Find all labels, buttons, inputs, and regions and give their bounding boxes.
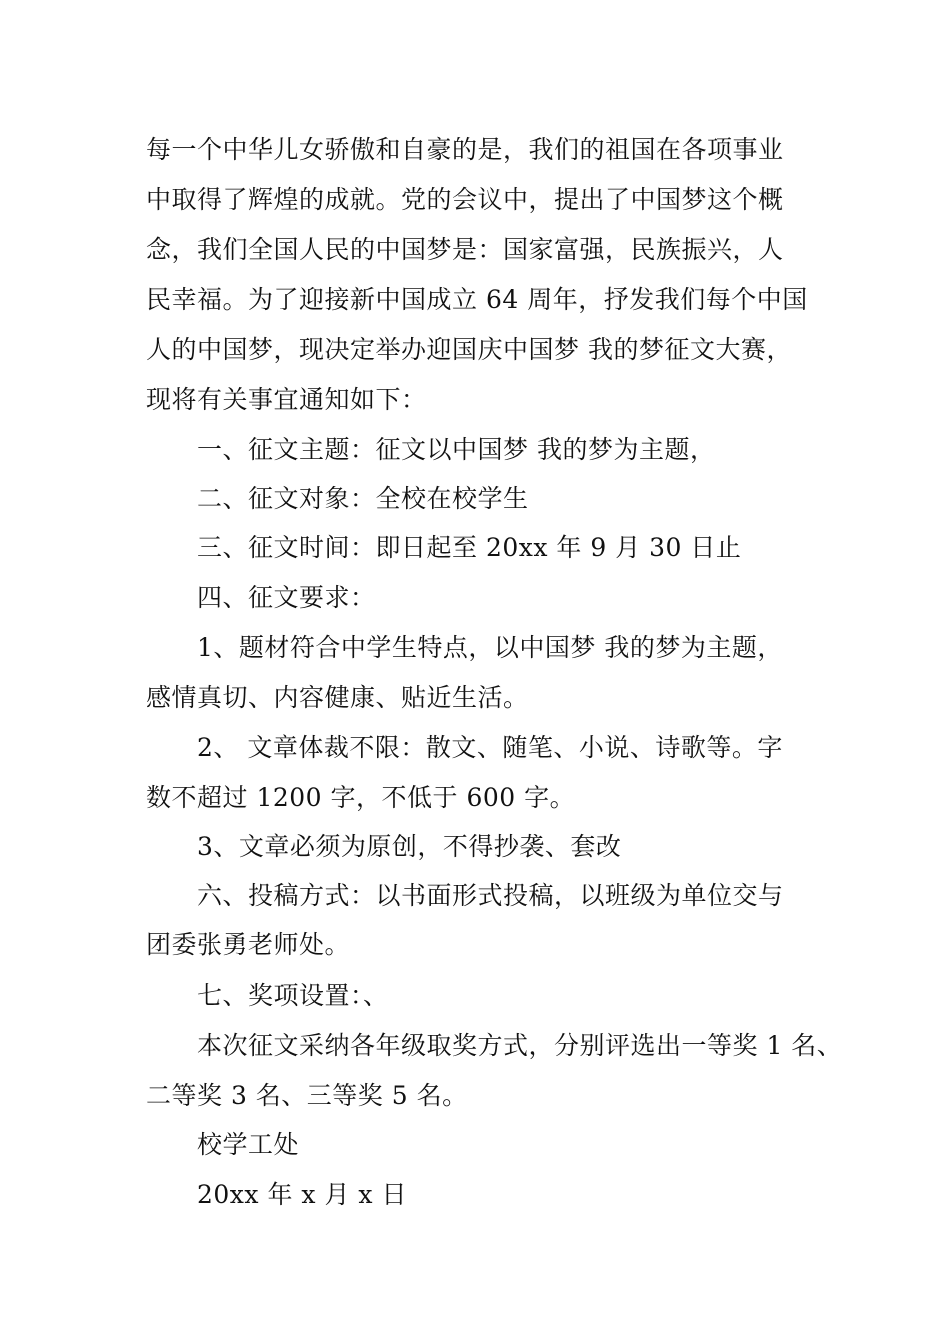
requirement-2: 2、 文章体裁不限：散文、随笔、小说、诗歌等。字 xyxy=(197,733,783,762)
section-awards: 七、奖项设置：、 xyxy=(197,981,389,1010)
requirement-1: 1、题材符合中学生特点，以中国梦 我的梦为主题， xyxy=(197,633,783,662)
paragraph-line: 每一个中华儿女骄傲和自豪的是，我们的祖国在各项事业 xyxy=(146,135,784,164)
requirement-1-cont: 感情真切、内容健康、贴近生活。 xyxy=(146,683,529,712)
section-submission: 六、投稿方式：以书面形式投稿，以班级为单位交与 xyxy=(197,881,784,910)
awards-detail-cont: 二等奖 3 名、三等奖 5 名。 xyxy=(146,1081,468,1110)
requirement-2-cont: 数不超过 1200 字，不低于 600 字。 xyxy=(146,783,576,812)
issue-date: 20xx 年 x 月 x 日 xyxy=(197,1180,407,1209)
paragraph-line: 民幸福。为了迎接新中国成立 64 周年，抒发我们每个中国 xyxy=(146,285,808,314)
paragraph-line: 现将有关事宜通知如下： xyxy=(146,385,427,414)
section-requirements: 四、征文要求： xyxy=(197,583,376,612)
awards-detail: 本次征文采纳各年级取奖方式，分别评选出一等奖 1 名、 xyxy=(197,1031,843,1060)
section-audience: 二、征文对象：全校在校学生 xyxy=(197,484,529,513)
section-submission-cont: 团委张勇老师处。 xyxy=(146,930,351,959)
paragraph-line: 念，我们全国人民的中国梦是：国家富强，民族振兴，人 xyxy=(146,235,784,264)
section-period: 三、征文时间：即日起至 20xx 年 9 月 30 日止 xyxy=(197,533,742,562)
paragraph-line: 中取得了辉煌的成就。党的会议中，提出了中国梦这个概 xyxy=(146,185,784,214)
section-theme: 一、征文主题：征文以中国梦 我的梦为主题， xyxy=(197,435,716,464)
paragraph-line: 人的中国梦，现决定举办迎国庆中国梦 我的梦征文大赛， xyxy=(146,335,792,364)
issuer: 校学工处 xyxy=(197,1130,300,1159)
requirement-3: 3、文章必须为原创，不得抄袭、套改 xyxy=(197,832,622,861)
